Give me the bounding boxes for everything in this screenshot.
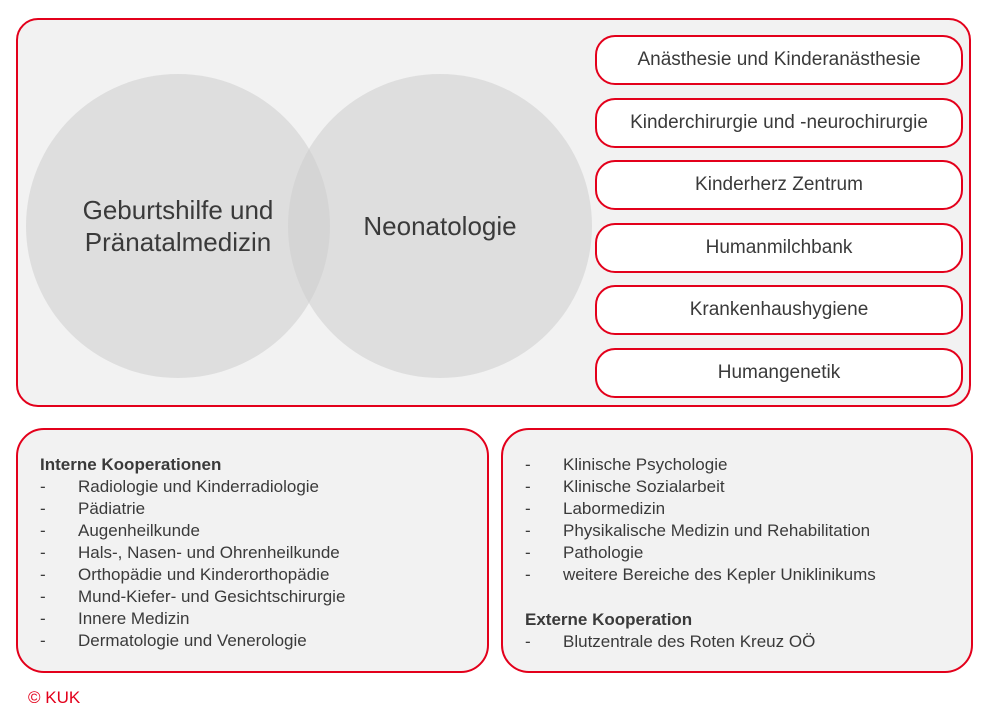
list-item-label: Dermatologie und Venerologie <box>78 631 307 650</box>
list-item <box>40 608 487 630</box>
list-item-label: Pädiatrie <box>78 499 146 518</box>
list-item-label: Mund-Kiefer- und Gesichtschirurgie <box>78 587 346 606</box>
dash-marker: - <box>525 477 531 496</box>
departments-panel <box>16 18 971 407</box>
internal-list-continued <box>525 454 971 586</box>
dash-marker: - <box>40 543 46 562</box>
list-item-label: Labormedizin <box>563 499 666 518</box>
internal-cooperations-box <box>16 428 489 673</box>
list-item-label: Augenheilkunde <box>78 521 200 540</box>
list-item-label: Innere Medizin <box>78 609 190 628</box>
list-item <box>40 542 487 564</box>
internal-list <box>40 476 487 652</box>
dash-marker: - <box>40 609 46 628</box>
list-item <box>40 630 487 652</box>
external-heading: Externe Kooperation <box>525 610 693 629</box>
list-item-label: Radiologie und Kinderradiologie <box>78 477 320 496</box>
dash-marker: - <box>525 499 531 518</box>
list-item-label: weitere Bereiche des Kepler Uniklinikums <box>563 565 876 584</box>
dash-marker: - <box>525 632 531 651</box>
internal-heading: Interne Kooperationen <box>40 455 222 474</box>
list-item <box>525 476 971 498</box>
dash-marker: - <box>40 565 46 584</box>
circle-neonatologie <box>288 74 592 378</box>
list-item-label: Orthopädie und Kinderorthopädie <box>78 565 330 584</box>
pill-kinderchirurgie: Kinderchirurgie und -neurochirurgie <box>595 98 963 148</box>
pill-anaesthesie: Anästhesie und Kinderanästhesie <box>595 35 963 85</box>
circle-geburtshilfe <box>26 74 330 378</box>
list-item <box>40 498 487 520</box>
list-item <box>525 520 971 542</box>
specialty-list <box>595 35 963 411</box>
list-item <box>40 520 487 542</box>
circle-label-geburtshilfe: Geburtshilfe und Pränatalmedizin <box>82 195 274 257</box>
dash-marker: - <box>40 477 46 496</box>
list-item-label: Physikalische Medizin und Rehabilitation <box>563 521 871 540</box>
list-item <box>525 454 971 476</box>
dash-marker: - <box>525 455 531 474</box>
list-item <box>525 542 971 564</box>
list-item <box>40 586 487 608</box>
pill-krankenhaushygiene: Krankenhaushygiene <box>595 285 963 335</box>
further-cooperations-box <box>501 428 973 673</box>
list-item-label: Klinische Sozialarbeit <box>563 477 725 496</box>
list-item <box>40 476 487 498</box>
external-list <box>525 631 971 653</box>
section-spacer <box>525 586 971 609</box>
list-item <box>525 498 971 520</box>
list-item <box>525 631 971 653</box>
dash-marker: - <box>40 499 46 518</box>
dash-marker: - <box>525 565 531 584</box>
circle-label-neonatologie: Neonatologie <box>363 211 517 241</box>
dash-marker: - <box>40 631 46 650</box>
dash-marker: - <box>525 543 531 562</box>
list-item-label: Pathologie <box>563 543 644 562</box>
list-item <box>525 564 971 586</box>
dash-marker: - <box>40 587 46 606</box>
dash-marker: - <box>525 521 531 540</box>
list-item-label: Klinische Psychologie <box>563 455 728 474</box>
list-item-label: Blutzentrale des Roten Kreuz OÖ <box>563 632 816 651</box>
pill-humangenetik: Humangenetik <box>595 348 963 398</box>
list-item-label: Hals-, Nasen- und Ohrenheilkunde <box>78 543 340 562</box>
pill-kinderherz: Kinderherz Zentrum <box>595 160 963 210</box>
dash-marker: - <box>40 521 46 540</box>
copyright: © KUK <box>28 688 81 707</box>
pill-humanmilchbank: Humanmilchbank <box>595 223 963 273</box>
list-item <box>40 564 487 586</box>
